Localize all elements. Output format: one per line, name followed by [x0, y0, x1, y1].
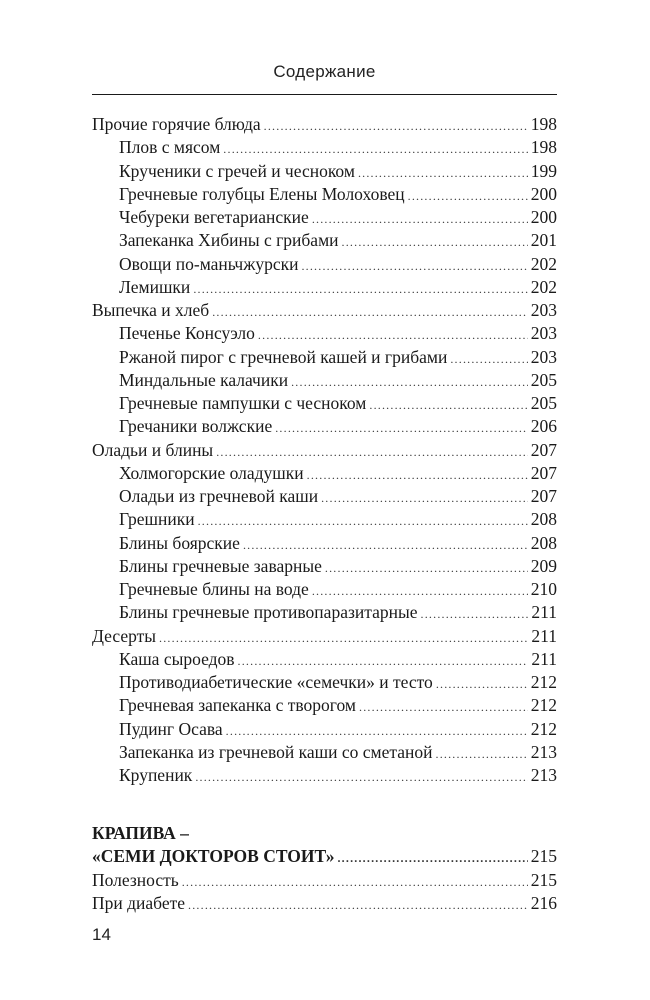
toc-entry[interactable]	[92, 532, 557, 555]
toc-entry-title: Гречневая запеканка с творогом	[119, 695, 357, 716]
toc-entry-page: 199	[530, 160, 557, 181]
toc-entry-title: Гречневые пампушки с чесноком	[119, 393, 367, 413]
toc-entry-title: Полезность	[92, 869, 179, 890]
toc-entry-page: 208	[530, 509, 557, 530]
table-of-contents	[92, 113, 557, 787]
toc-entry-title: Десерты	[92, 625, 157, 646]
toc-entry-page: 211	[531, 625, 557, 646]
toc-entry[interactable]	[92, 601, 557, 624]
toc-entry[interactable]	[92, 462, 557, 485]
toc-entry-page: 207	[530, 486, 557, 506]
toc-entry-title: Ржаной пирог с гречневой кашей и грибами	[119, 346, 448, 367]
chapter-title-line1: КРАПИВА –	[92, 823, 189, 843]
chapter-title-line2: «СЕМИ ДОКТОРОВ СТОИТ»	[92, 846, 335, 867]
toc-entry-title: Лемишки	[119, 276, 191, 297]
toc-entry-page: 216	[530, 892, 557, 913]
chapter-heading-line2[interactable]	[92, 845, 557, 868]
toc-entry[interactable]	[92, 229, 557, 252]
toc-entry-page: 200	[530, 183, 557, 204]
toc-entry[interactable]	[92, 694, 557, 717]
toc-entry-title: При диабете	[92, 892, 186, 913]
toc-entry-page: 205	[530, 393, 557, 413]
toc-entry[interactable]	[92, 346, 557, 369]
dot-leader	[195, 766, 527, 789]
toc-entry-page: 215	[530, 869, 557, 890]
dot-leader	[358, 162, 528, 185]
toc-section[interactable]	[92, 439, 557, 462]
toc-section[interactable]	[92, 113, 557, 136]
toc-entry-title: Запеканка Хибины с грибами	[119, 230, 339, 251]
dot-leader	[198, 510, 528, 533]
toc-entry[interactable]	[92, 369, 557, 392]
toc-entry[interactable]	[92, 671, 557, 694]
dot-leader	[159, 627, 528, 650]
dot-leader	[212, 301, 528, 324]
toc-entry[interactable]	[92, 648, 557, 671]
toc-entry[interactable]	[92, 136, 557, 159]
toc-entry[interactable]	[92, 415, 557, 438]
dot-leader	[342, 231, 528, 254]
dot-leader	[307, 464, 528, 487]
toc-entry[interactable]	[92, 485, 557, 508]
dot-leader	[408, 185, 528, 208]
dot-leader	[359, 696, 528, 719]
dot-leader	[182, 871, 528, 894]
dot-leader	[238, 650, 529, 673]
toc-entry-title: Гречневые блины на воде	[119, 579, 309, 599]
toc-entry-title: Гречаники волжские	[119, 416, 273, 437]
toc-entry-page: 211	[531, 648, 557, 669]
dot-leader	[312, 208, 528, 231]
chapter-section	[92, 822, 557, 915]
dot-leader	[325, 557, 528, 580]
toc-entry-page: 201	[530, 230, 557, 251]
toc-entry-page: 209	[530, 555, 557, 576]
toc-entry[interactable]	[92, 892, 557, 915]
toc-entry[interactable]	[92, 508, 557, 531]
page-number: 14	[92, 925, 111, 944]
toc-entry-page: 205	[530, 369, 557, 390]
toc-entry-title: Печенье Консуэло	[119, 323, 255, 344]
toc-entry-title: Блины гречневые заварные	[119, 555, 322, 576]
dot-leader	[258, 324, 528, 347]
toc-entry-title: Оладьи из гречневой каши	[119, 486, 319, 506]
toc-entry-title: Противодиабетические «семечки» и тесто	[119, 672, 433, 692]
toc-entry-title: Пудинг Осава	[119, 718, 223, 739]
toc-entry-title: Чебуреки вегетарианские	[119, 207, 309, 227]
header-rule	[92, 94, 557, 95]
dot-leader	[450, 348, 527, 371]
toc-entry[interactable]	[92, 183, 557, 206]
dot-leader	[275, 417, 528, 440]
toc-entry[interactable]	[92, 764, 557, 787]
toc-entry-title: Холмогорские оладушки	[119, 462, 304, 483]
toc-entry-title: Оладьи и блины	[92, 439, 214, 460]
toc-entry-page: 202	[530, 253, 557, 274]
dot-leader	[369, 394, 527, 417]
toc-entry-title: Запеканка из гречневой каши со сметаной	[119, 741, 433, 762]
chapter-heading-line1[interactable]	[92, 822, 557, 845]
toc-entry[interactable]	[92, 555, 557, 578]
toc-entry[interactable]	[92, 578, 557, 601]
toc-entry[interactable]	[92, 206, 557, 229]
toc-entry[interactable]	[92, 718, 557, 741]
toc-entry-title: Крученики с гречей и чесноком	[119, 160, 355, 181]
toc-entry-page: 212	[530, 695, 557, 716]
chapter-page-number: 215	[530, 846, 557, 867]
dot-leader	[188, 894, 528, 917]
toc-entry[interactable]	[92, 741, 557, 764]
dot-leader	[223, 138, 527, 161]
toc-entry-title: Грешники	[119, 509, 195, 530]
toc-entry-page: 203	[530, 346, 557, 367]
toc-entry-page: 203	[530, 300, 557, 320]
toc-section[interactable]	[92, 625, 557, 648]
dot-leader	[243, 534, 528, 557]
toc-entry-page: 210	[530, 579, 557, 599]
toc-entry-page: 200	[530, 207, 557, 227]
toc-entry-title: Каша сыроедов	[119, 648, 235, 669]
toc-entry-page: 206	[530, 416, 557, 437]
toc-entry-title: Выпечка и хлеб	[92, 300, 210, 320]
dot-leader	[264, 115, 528, 138]
dot-leader	[193, 278, 527, 301]
toc-entry-title: Блины боярские	[119, 532, 240, 553]
toc-entry-page: 212	[530, 672, 557, 692]
toc-entry-title: Крупеник	[119, 765, 193, 785]
dot-leader	[301, 255, 527, 278]
toc-entry[interactable]	[92, 392, 557, 415]
toc-entry-page: 203	[530, 323, 557, 344]
toc-entry-title: Плов с мясом	[119, 137, 221, 158]
toc-entry-page: 202	[530, 276, 557, 297]
toc-entry-page: 207	[530, 462, 557, 483]
toc-entry-page: 211	[531, 602, 557, 623]
toc-entry[interactable]	[92, 253, 557, 276]
dot-leader	[436, 743, 528, 766]
toc-entry[interactable]	[92, 276, 557, 299]
toc-section[interactable]	[92, 299, 557, 322]
toc-entry-page: 212	[530, 718, 557, 739]
dot-leader	[337, 847, 527, 870]
toc-entry-title: Прочие горячие блюда	[92, 114, 261, 134]
toc-entry-page: 208	[530, 532, 557, 553]
toc-entry[interactable]	[92, 869, 557, 892]
dot-leader	[312, 580, 528, 603]
dot-leader	[291, 371, 528, 394]
toc-entry-page: 198	[530, 114, 557, 134]
dot-leader	[216, 441, 528, 464]
toc-entry[interactable]	[92, 160, 557, 183]
toc-entry[interactable]	[92, 322, 557, 345]
toc-entry-title: Овощи по-маньчжурски	[119, 253, 299, 274]
dot-leader	[226, 720, 528, 743]
toc-entry-page: 213	[530, 741, 557, 762]
toc-entry-page: 198	[530, 137, 557, 158]
dot-leader	[421, 603, 529, 626]
toc-entry-title: Гречневые голубцы Елены Молоховец	[119, 183, 405, 204]
dot-leader	[436, 673, 528, 696]
toc-entry-title: Блины гречневые противопаразитарные	[119, 602, 418, 623]
toc-entry-page: 207	[530, 439, 557, 460]
page-header: Содержание	[273, 62, 376, 81]
dot-leader	[321, 487, 528, 510]
toc-entry-title: Миндальные калачики	[119, 369, 289, 390]
toc-entry-page: 213	[530, 765, 557, 785]
